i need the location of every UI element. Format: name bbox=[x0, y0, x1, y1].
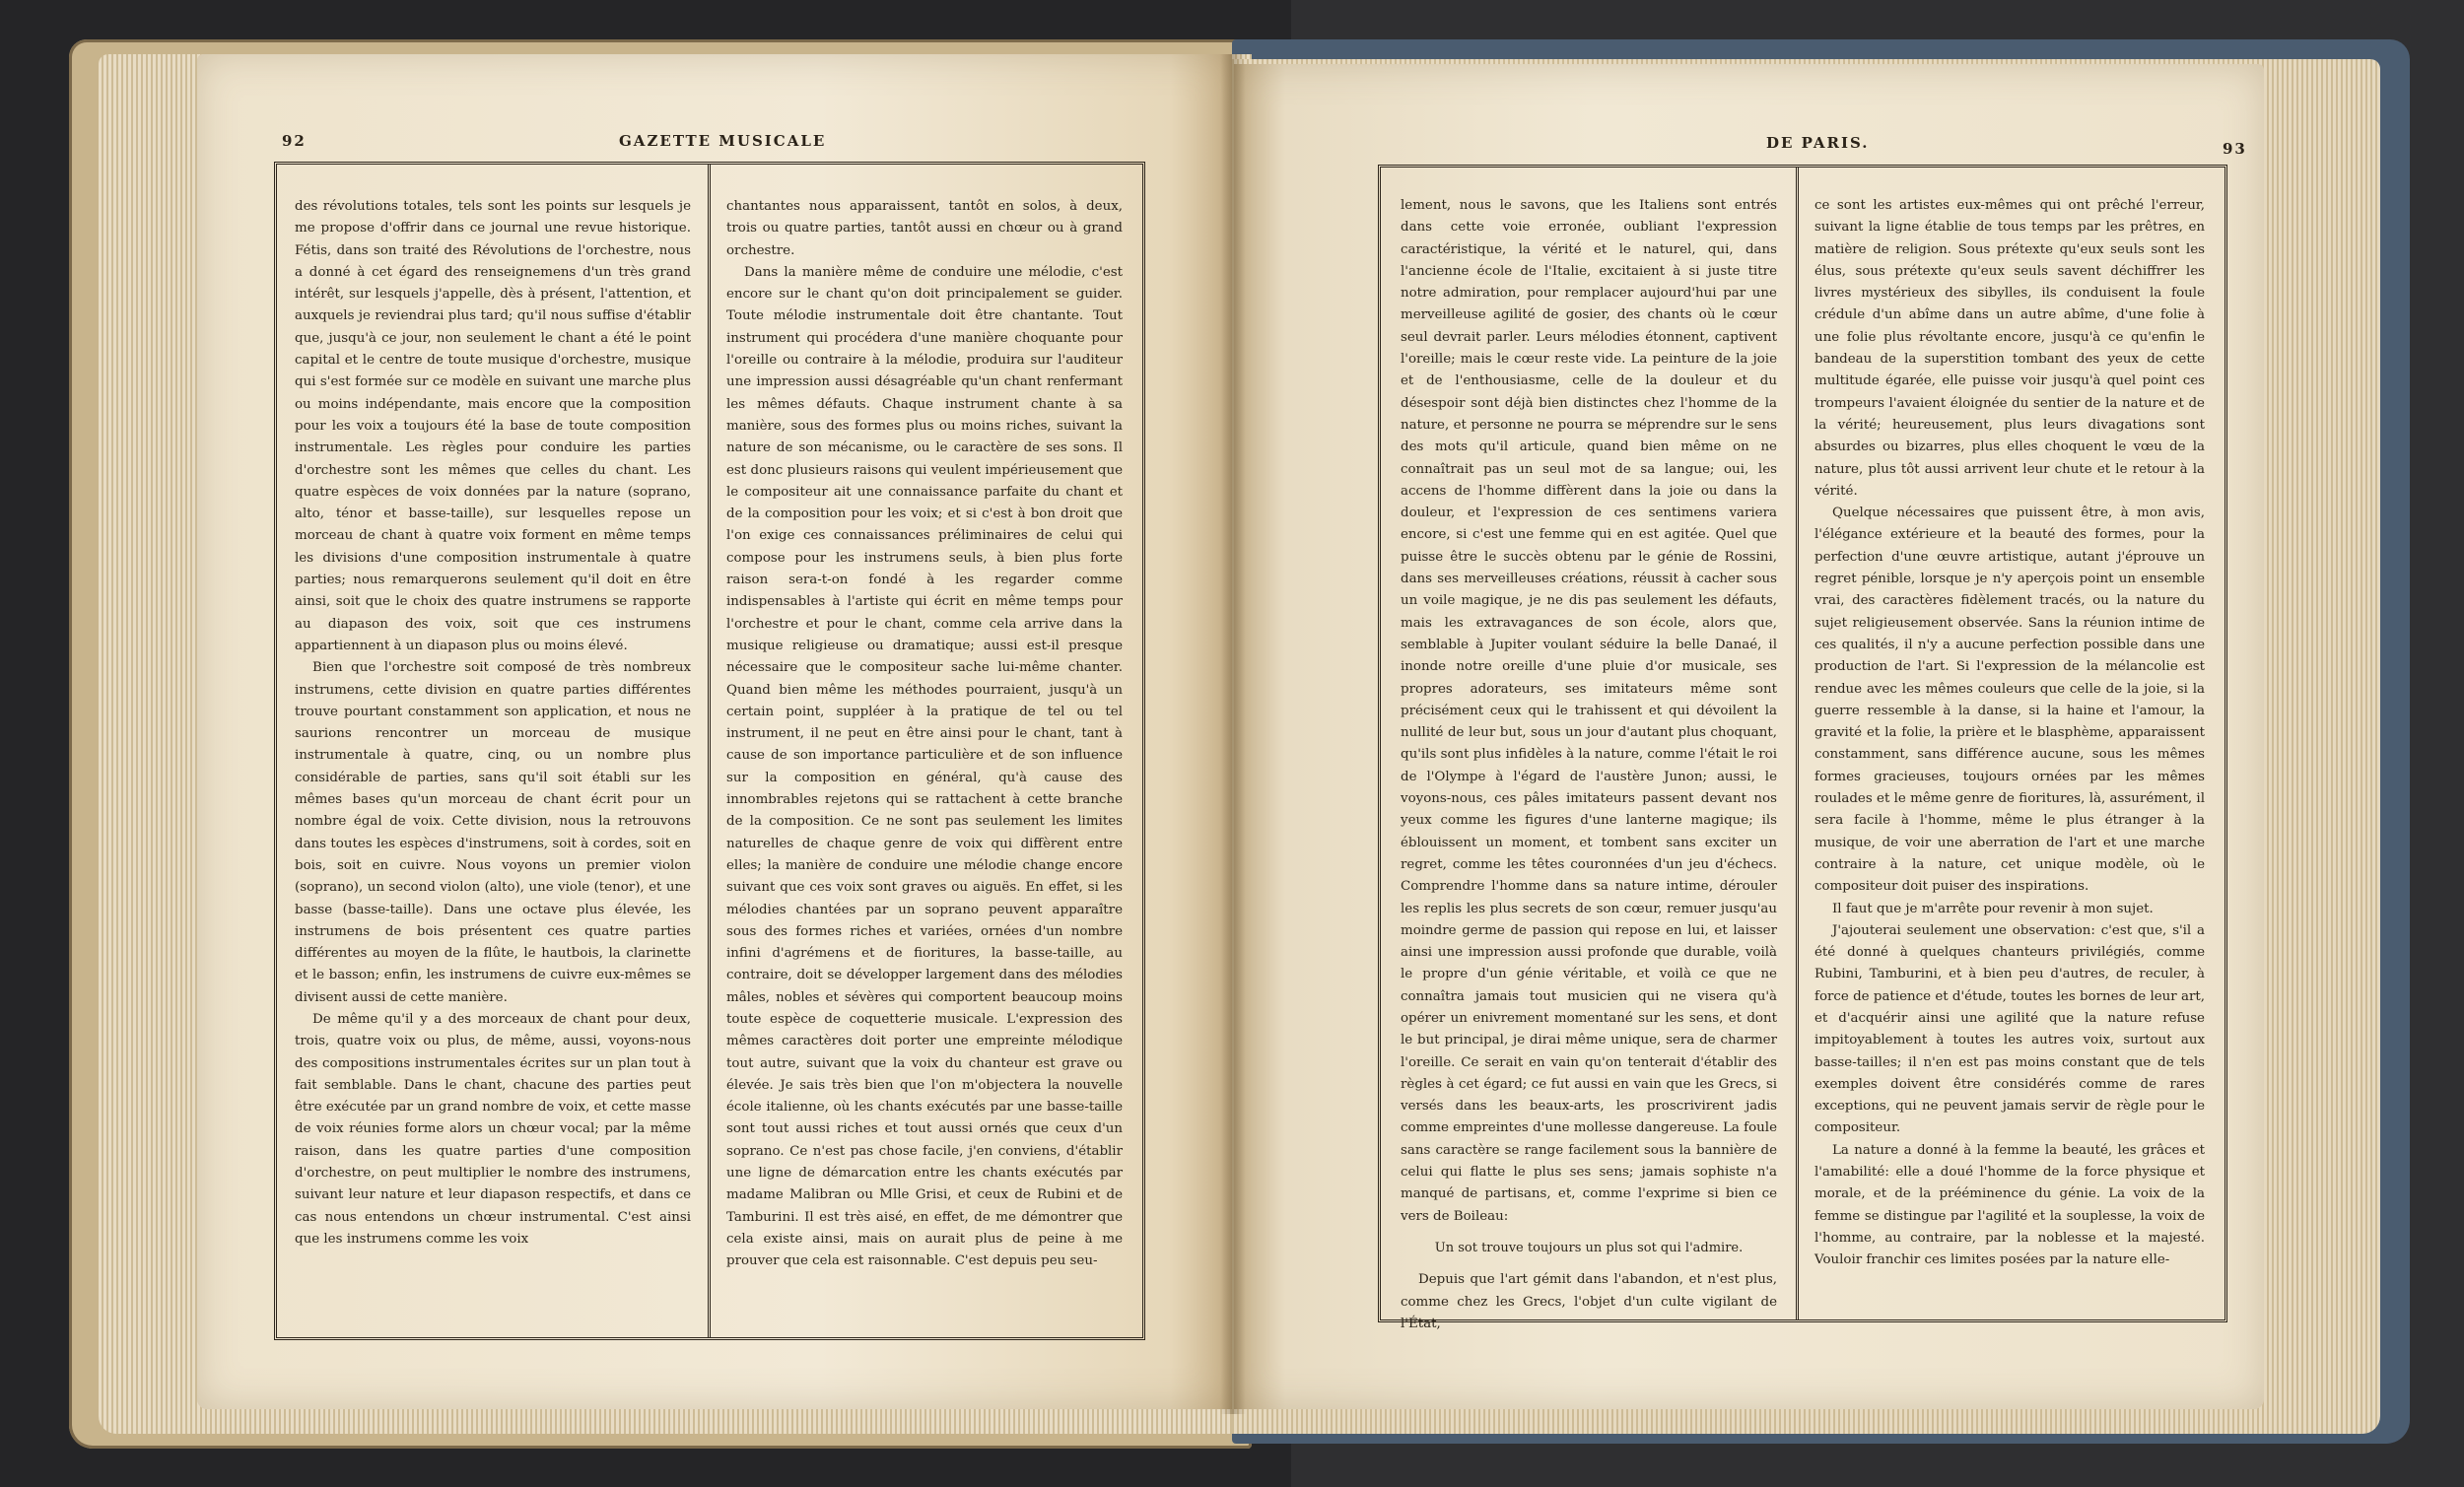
text-column-2 bbox=[726, 196, 1123, 1318]
text-column-4 bbox=[1814, 195, 2205, 1300]
paragraph: lement, nous le savons, que les Italiens sont entrés dans cette voie erronée, oubliant l'expression caractéristique, la vérité et le naturel, qui, dans l'ancienne école de l'Italie, excitaient à si juste titre notre admiration, pour remplacer aujourd'hui par une merveilleuse agilité de gosier, des chants où le cœur seul devrait parler. Leurs mélodies étonnent, captivent l'oreille; mais le cœur reste vide. La peinture de la joie et de l'enthousiasme, celle de la douleur et du désespoir sont déjà bien distinctes chez l'homme de la nature, et personne ne pourra se méprendre sur le sens des mots qu'il articule, quand bien même on ne connaîtrait pas un seul mot de sa langue; oui, les accens de l'homme diffèrent dans la joie ou dans la douleur, et l'expression de ces sentimens variera encore, si c'est une femme qui en est agitée. Quel que puisse être le succès obtenu par le génie de Rossini, dans ses merveilleuses créations, réussit à cacher sous un voile magique, je ne dis pas seulement les défauts, mais les extravagances de son école, alors que, semblable à Jupiter voulant séduire la belle Danaé, il inonde notre oreille d'une pluie d'or musicale, ses propres adorateurs, ses imitateurs même sont précisément ceux qui le trahissent et qui dévoilent la nullité de leur but, sous un jour d'autant plus choquant, qu'ils sont plus infidèles à la nature, comme l'était le roi de l'Olympe à l'égard de l'austère Junon; aussi, le voyons-nous, ces pâles imitateurs passent devant nos yeux comme les figures d'une lanterne magique; ils éblouissent un moment, et tombent sans exciter un regret, comme les têtes couronnées d'un jeu d'échecs. Comprendre l'homme dans sa nature intime, dérouler les replis les plus secrets de son cœur, remuer jusqu'au moindre germe de passion qui repose en lui, et laisser ainsi une impression aussi profonde que durable, voilà le propre d'un génie véritable, et voilà ce que ne connaîtra jamais tout musicien qui ne visera qu'à opérer un enivrement momentané sur les sens, et dont le but principal, je dirai même unique, sera de charmer l'oreille. Ce serait en vain qu'on tenterait d'établir des règles à cet égard; ce fut aussi en vain que les Grecs, si versés dans les beaux-arts, les proscrivirent jadis comme empreintes d'une mollesse dangereuse. La foule sans caractère se range facilement sous la bannière de celui qui flatte le plus ses sens; jamais sophiste n'a manqué de partisans, et, comme l'exprime si bien ce vers de Boileau: bbox=[1401, 198, 1777, 1224]
paragraph: J'ajouterai seulement une observation: c'est que, s'il a été donné à quelques chanteurs privilégiés, comme Rubini, Tamburini, et à bien peu d'autres, de reculer, à force de patience et d'étude, toutes les bornes de leur art, et d'acquérir ainsi une agilité que la nature refuse impitoyablement à toutes les autres voix, surtout aux basse-tailles; il n'en est pas moins constant que de tels exemples doivent être considérés comme de rares exceptions, qui ne peuvent jamais servir de règle pour le compositeur. bbox=[1814, 922, 2205, 1136]
text-column-3 bbox=[1401, 195, 1777, 1331]
paragraph: Quelque nécessaires que puissent être, à mon avis, l'élégance extérieure et la beauté des formes, pour la perfection d'une œuvre artistique, autant j'éprouve un regret pénible, lorsque je n'y aperçois point un ensemble vrai, des caractères fidèlement tracés, ou la nature du sujet religieusement observée. Sans la réunion intime de ces qualités, il n'y a aucune perfection possible dans une production de l'art. Si l'expression de la mélancolie est rendue avec les mêmes couleurs que celle de la joie, si la guerre ressemble à la danse, si la haine et l'amour, la gravité et la folie, la prière et le blasphème, apparaissent constamment, sans différence aucune, sous les mêmes formes gracieuses, toujours ornées par les mêmes roulades et le même genre de fioritures, là, assurément, il sera facile à l'homme, même le plus étranger à la musique, de voir une aberration de l'art et une marche contraire à la nature, cet unique modèle, où le compositeur doit puiser des inspirations. bbox=[1814, 506, 2205, 895]
running-title-right: DE PARIS. bbox=[1766, 134, 1870, 152]
text-column-1 bbox=[295, 196, 691, 1318]
paragraph: Depuis que l'art gémit dans l'abandon, et n'est plus, comme chez les Grecs, l'objet d'un culte vigilant de l'État, bbox=[1401, 1272, 1777, 1331]
paragraph: des révolutions totales, tels sont les points sur lesquels je me propose d'offrir dans ce journal une revue historique. Fétis, dans son traité des Révolutions de l'orchestre, nous a donné à cet égard des renseignemens d'un très grand intérêt, sur lesquels j'appelle, dès à présent, l'attention, et auxquels je reviendrai plus tard; qu'il nous suffise d'établir que, jusqu'à ce jour, non seulement le chant a été le point capital et le centre de toute musique d'orchestre, musique qui s'est formée sur ce modèle en suivant une marche plus ou moins indépendante, mais encore que la composition pour les voix a toujours été la base de toute composition instrumentale. Les règles pour conduire les parties d'orchestre sont les mêmes que celles du chant. Les quatre espèces de voix données par la nature (soprano, alto, ténor et basse-taille), sur lesquelles repose un morceau de chant à quatre voix forment en même temps les divisions d'une composition instrumentale à quatre parties; nous remarquerons seulement qu'il doit en être ainsi, soit que le choix des quatre instrumens se rapporte au diapason des voix, soit que ces instrumens appartiennent à un diapason plus ou moins élevé. bbox=[295, 199, 691, 653]
paragraph: chantantes nous apparaissent, tantôt en solos, à deux, trois ou quatre parties, tantôt aussi en chœur ou à grand orchestre. bbox=[726, 199, 1123, 258]
paragraph: ce sont les artistes eux-mêmes qui ont prêché l'erreur, suivant la ligne établie de tous temps par les prêtres, en matière de religion. Sous prétexte qu'eux seuls sont les élus, sous prétexte qu'eux seuls savent déchiffrer les livres mystérieux des sibylles, ils conduisent la foule crédule d'un abîme dans un autre abîme, d'une folie à une folie plus révoltante encore, jusqu'à ce qu'enfin le bandeau de la superstition tombant des yeux de cette multitude égarée, elle puisse voir jusqu'à quel point ces trompeurs l'avaient éloignée du sentier de la nature et de la vérité; heureusement, plus leurs divagations sont absurdes ou bizarres, plus elles choquent le vœu de la nature, plus tôt aussi arrivent leur chute et le retour à la vérité. bbox=[1814, 198, 2205, 499]
paragraph: De même qu'il y a des morceaux de chant pour deux, trois, quatre voix ou plus, de même, aussi, voyons-nous des compositions instrumentales écrites sur un plan tout à fait semblable. Dans le chant, chacune des parties peut être exécutée par un grand nombre de voix, et cette masse de voix réunies forme alors un chœur vocal; par la même raison, dans les quatre parties d'une composition d'orchestre, on peut multiplier le nombre des instrumens, suivant leur nature et leur diapason respectifs, et dans ce cas nous entendons un chœur instrumental. C'est ainsi que les instrumens comme les voix bbox=[295, 1011, 691, 1247]
book-gutter bbox=[1220, 54, 1246, 1414]
page-number-left: 92 bbox=[282, 132, 307, 150]
text-frame-right bbox=[1378, 165, 2227, 1331]
quoted-verse: Un sot trouve toujours un plus sot qui l'admire. bbox=[1434, 1240, 1744, 1255]
paragraph: Bien que l'orchestre soit composé de très nombreux instrumens, cette division en quatre parties différentes trouve pourtant constamment son application, et nous ne saurions rencontrer un morceau de musique instrumentale à quatre, cinq, ou un nombre plus considérable de parties, sans qu'il soit établi sur les mêmes bases qu'un morceau de chant écrit pour un nombre égal de voix. Cette division, nous la retrouvons dans toutes les espèces d'instrumens, soit à cordes, soit en bois, soit en cuivre. Nous voyons un premier violon (soprano), un second violon (alto), une viole (tenor), et une basse (basse-taille). Dans une octave plus élevée, les instrumens de bois présentent ces quatre parties différentes au moyen de la flûte, le hautbois, la clarinette et le basson; enfin, les instrumens de cuivre eux-mêmes se divisent aussi de cette manière. bbox=[295, 660, 691, 1005]
running-title-left: GAZETTE MUSICALE bbox=[619, 132, 827, 150]
page-number-right: 93 bbox=[2223, 140, 2247, 158]
paragraph: Dans la manière même de conduire une mélodie, c'est encore sur le chant qu'on doit principalement se guider. Toute mélodie instrumentale doit être chantante. Tout instrument qui procédera d'une manière choquante pour l'oreille ou contraire à la mélodie, produira sur l'auditeur une impression aussi désagréable qu'un chant renfermant les mêmes défauts. Chaque instrument chante à sa manière, sous des formes plus ou moins riches, suivant la nature de son mécanisme, ou le caractère de ses sons. Il est donc plusieurs raisons qui veulent impérieusement que le compositeur ait une connaissance parfaite du chant et de la composition pour les voix; et si c'est à bon droit que l'on exige ces connaissances préliminaires de celui qui compose pour les instrumens seuls, à bien plus forte raison sera-t-on fondé à les regarder comme indispensables à l'artiste qui écrit en même temps pour l'orchestre et pour le chant, comme cela arrive dans la musique religieuse ou dramatique; aussi est-il presque nécessaire que le compositeur sache lui-même chanter. Quand bien même les méthodes pourraient, jusqu'à un certain point, suppléer à la pratique de tel ou tel instrument, il ne peut en être ainsi pour le chant, tant à cause de son importance particulière et de son influence sur la composition en général, qu'à cause des innombrables rejetons qui se rattachent à cette branche de la composition. Ce ne sont pas seulement les limites naturelles de chaque genre de voix qui diffèrent entre elles; la manière de conduire une mélodie change encore suivant que ces voix sont graves ou aiguës. En effet, si les mélodies chantées par un soprano peuvent apparaître sous des formes riches et variées, ornées d'un nombre infini d'agrémens et de fioritures, la basse-taille, au contraire, doit se développer largement dans des mélodies mâles, nobles et sévères qui comportent beaucoup moins toute espèce de coquetterie musicale. L'expression des mêmes caractères doit porter une empreinte mélodique tout autre, suivant que la voix du chanteur est grave ou élevée. Je sais très bien que l'on m'objectera la nouvelle école italienne, où les chants exécutés par une basse-taille sont tout aussi riches et tout aussi ornés que ceux d'un soprano. Ce n'est pas chose facile, j'en conviens, d'établir une ligne de démarcation entre les chants exécutés par madame Malibran ou Mlle Grisi, et ceux de Rubini et de Tamburini. Il est très aisé, en effet, de me démontrer que cela existe ainsi, mais on aurait plus de peine à me prouver que cela est raisonnable. C'est depuis peu seu- bbox=[726, 264, 1123, 1269]
column-rule bbox=[1796, 168, 1799, 1319]
column-rule bbox=[708, 165, 711, 1337]
text-frame-left bbox=[274, 162, 1145, 1340]
paragraph: Il faut que je m'arrête pour revenir à mon sujet. bbox=[1832, 901, 2154, 916]
paragraph: La nature a donné à la femme la beauté, les grâces et l'amabilité: elle a doué l'homme de la force physique et morale, et de la prééminence du génie. La voix de la femme se distingue par l'agilité et la souplesse, la voix de l'homme, au contraire, par la noblesse et la majesté. Vouloir franchir ces limites posées par la nature elle- bbox=[1814, 1142, 2205, 1268]
